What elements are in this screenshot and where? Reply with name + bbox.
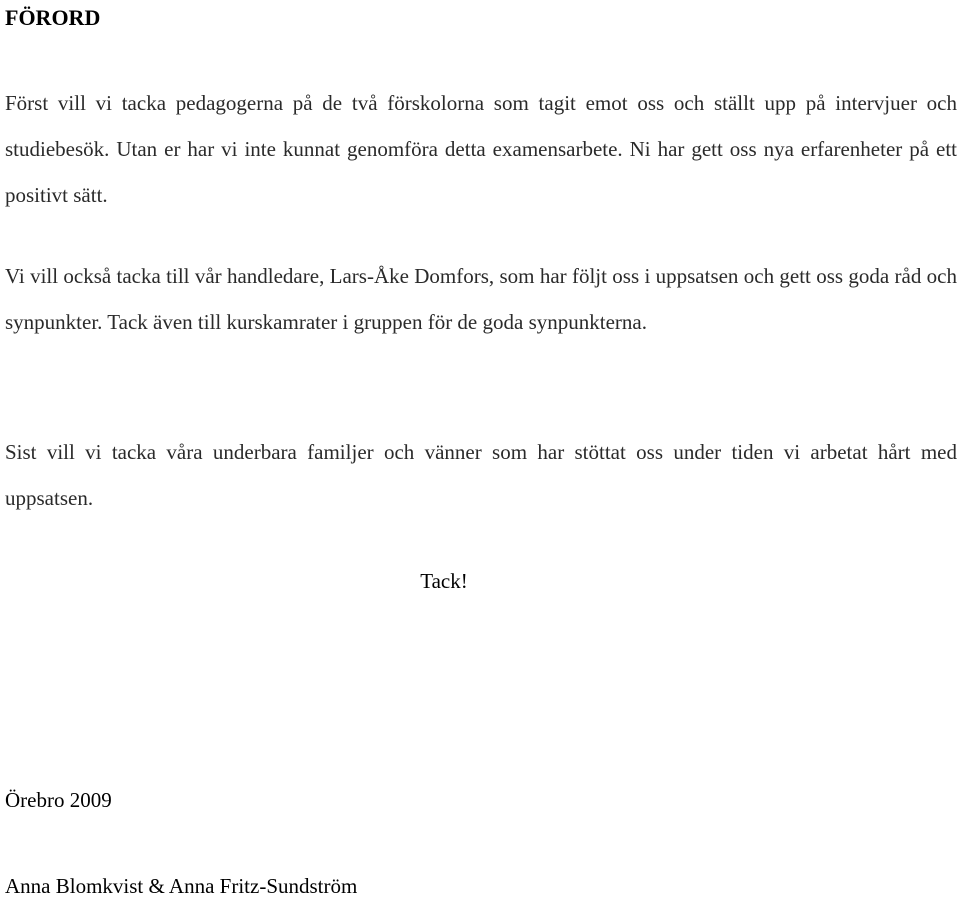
place-year: Örebro 2009 [5,788,112,812]
paragraph-acknowledge-families: Sist vill vi tacka våra underbara familjer och vänner som har stöttat oss under tiden vi arbetat hårt med uppsatsen. [5,440,957,510]
page-title: FÖRORD [5,5,101,30]
thanks-line: Tack! [420,569,468,593]
paragraph-acknowledge-teachers: Först vill vi tacka pedagogerna på de två förskolorna som tagit emot oss och ställt upp på intervjuer och studiebesök. Utan er har vi inte kunnat genomföra detta examensarbete. Ni har gett oss nya erfarenheter på ett positivt sätt. [5,91,957,207]
authors: Anna Blomkvist & Anna Fritz-Sundström [5,874,358,898]
paragraph-acknowledge-supervisor: Vi vill också tacka till vår handledare, Lars-Åke Domfors, som har följt oss i uppsatsen och gett oss goda råd och synpunkter. Tack även till kurskamrater i gruppen för de goda synpunkterna. [5,264,957,334]
